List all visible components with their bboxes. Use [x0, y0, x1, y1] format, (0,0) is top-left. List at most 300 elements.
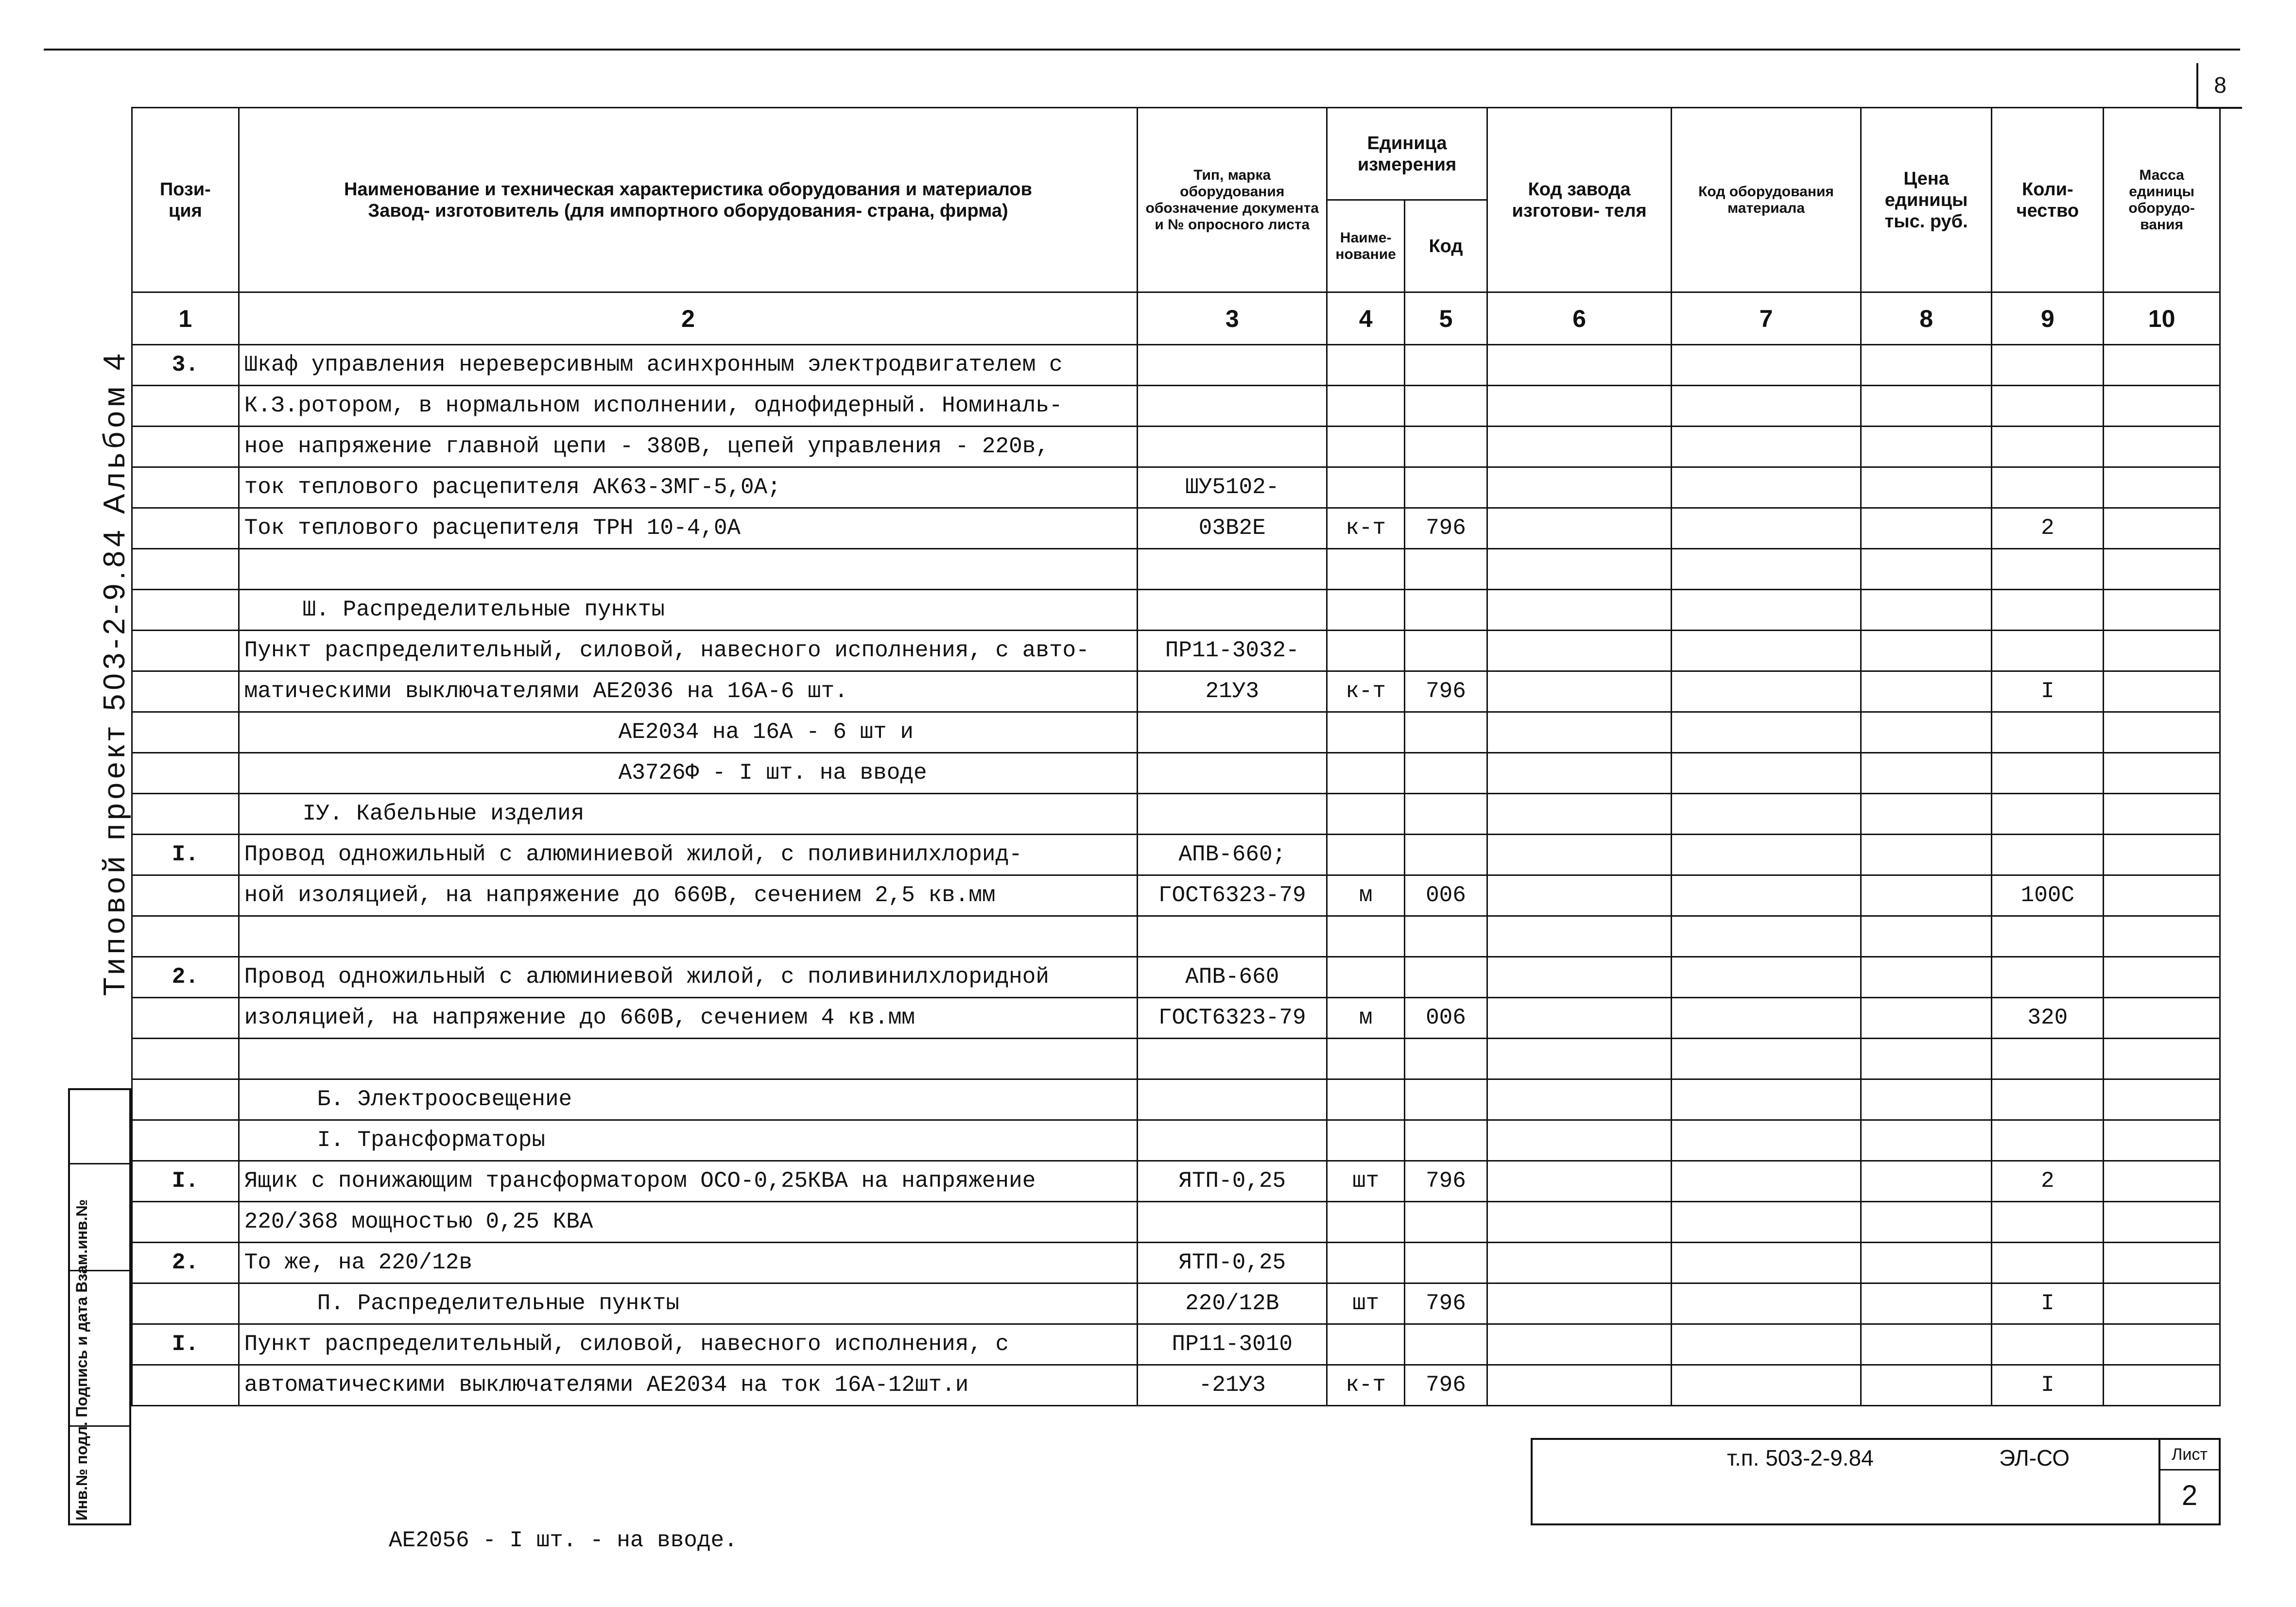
- cell-mass: [2104, 916, 2220, 957]
- cell-price: [1861, 835, 1992, 875]
- table-row: [132, 1120, 2220, 1161]
- section-code: ЭЛ-СО: [1999, 1445, 2070, 1470]
- cell-equipment-code: [1672, 1324, 1861, 1365]
- title-block: [1531, 1438, 2221, 1525]
- cell-price: [1861, 1243, 1992, 1283]
- cell-price: [1861, 631, 1992, 671]
- cell-position: [132, 1039, 239, 1079]
- cell-factory-code: [1487, 916, 1671, 957]
- cell-quantity: I: [1992, 1283, 2104, 1324]
- cell-unit-code: [1405, 916, 1487, 957]
- cell-unit-code: [1405, 753, 1487, 794]
- table-row: [132, 1324, 2220, 1365]
- sheet-label: Лист: [2160, 1440, 2219, 1470]
- table-row: [132, 916, 2220, 957]
- cell-factory-code: [1487, 875, 1671, 916]
- cell-unit-name: шт: [1327, 1283, 1405, 1324]
- cell-description: Б. Электроосвещение: [239, 1079, 1138, 1120]
- col-number: 9: [1992, 292, 2104, 345]
- cell-type: [1138, 427, 1327, 467]
- cell-equipment-code: [1672, 712, 1861, 753]
- cell-position: [132, 794, 239, 835]
- cell-description: автоматическими выключателями АЕ2034 на ток 16А-12шт.и: [239, 1365, 1138, 1406]
- cell-mass: [2104, 835, 2220, 875]
- cell-mass: [2104, 508, 2220, 549]
- table-row: [132, 1039, 2220, 1079]
- cell-quantity: 100С: [1992, 875, 2104, 916]
- cell-factory-code: [1487, 835, 1671, 875]
- cell-description: Шкаф управления нереверсивным асинхронным электродвигателем с: [239, 345, 1138, 386]
- cell-unit-name: [1327, 386, 1405, 427]
- cell-quantity: [1992, 957, 2104, 998]
- cell-price: [1861, 427, 1992, 467]
- cell-position: 3.: [132, 345, 239, 386]
- cell-quantity: 2: [1992, 1161, 2104, 1202]
- cell-equipment-code: [1672, 590, 1861, 631]
- cell-mass: [2104, 549, 2220, 590]
- cell-price: [1861, 957, 1992, 998]
- cell-mass: [2104, 1120, 2220, 1161]
- cell-equipment-code: [1672, 835, 1861, 875]
- column-numbers-row: [132, 292, 2220, 345]
- cell-quantity: [1992, 386, 2104, 427]
- cell-position: [132, 631, 239, 671]
- cell-type: [1138, 1202, 1327, 1243]
- cell-unit-code: [1405, 549, 1487, 590]
- cell-equipment-code: [1672, 1079, 1861, 1120]
- header-price: Цена единицы тыс. руб.: [1861, 108, 1992, 292]
- cell-price: [1861, 386, 1992, 427]
- table-row: [132, 794, 2220, 835]
- cell-factory-code: [1487, 1243, 1671, 1283]
- cell-unit-code: 796: [1405, 508, 1487, 549]
- cell-equipment-code: [1672, 671, 1861, 712]
- cell-unit-code: 796: [1405, 1161, 1487, 1202]
- cell-unit-code: [1405, 386, 1487, 427]
- cell-description: Провод одножильный с алюминиевой жилой, с поливинилхлорид-: [239, 835, 1138, 875]
- cell-quantity: [1992, 753, 2104, 794]
- header-equipment-code: Код оборудования материала: [1672, 108, 1861, 292]
- cell-equipment-code: [1672, 1039, 1861, 1079]
- cell-quantity: [1992, 1039, 2104, 1079]
- cell-factory-code: [1487, 467, 1671, 508]
- cell-unit-code: [1405, 467, 1487, 508]
- cell-quantity: [1992, 345, 2104, 386]
- cell-mass: [2104, 794, 2220, 835]
- cell-quantity: [1992, 794, 2104, 835]
- cell-unit-name: [1327, 1202, 1405, 1243]
- cell-price: [1861, 1324, 1992, 1365]
- cell-price: [1861, 998, 1992, 1039]
- cell-price: [1861, 467, 1992, 508]
- cell-price: [1861, 753, 1992, 794]
- cell-unit-code: [1405, 1324, 1487, 1365]
- table-row: [132, 386, 2220, 427]
- cell-factory-code: [1487, 590, 1671, 631]
- cell-quantity: [1992, 712, 2104, 753]
- cell-description: Провод одножильный с алюминиевой жилой, с поливинилхлоридной: [239, 957, 1138, 998]
- cell-position: [132, 1365, 239, 1406]
- cell-type: [1138, 753, 1327, 794]
- cell-unit-name: [1327, 345, 1405, 386]
- cell-quantity: 320: [1992, 998, 2104, 1039]
- cell-factory-code: [1487, 1039, 1671, 1079]
- cell-price: [1861, 549, 1992, 590]
- cell-description: 220/368 мощностью 0,25 КВА: [239, 1202, 1138, 1243]
- cell-quantity: [1992, 549, 2104, 590]
- page-number: 8: [2196, 63, 2242, 109]
- cell-price: [1861, 345, 1992, 386]
- cell-price: [1861, 671, 1992, 712]
- cell-position: [132, 875, 239, 916]
- cell-type: АПВ-660: [1138, 957, 1327, 998]
- cell-position: [132, 427, 239, 467]
- cell-quantity: I: [1992, 1365, 2104, 1406]
- cell-unit-name: [1327, 631, 1405, 671]
- cell-factory-code: [1487, 794, 1671, 835]
- cell-quantity: [1992, 1243, 2104, 1283]
- table-row: [132, 671, 2220, 712]
- cell-mass: [2104, 1283, 2220, 1324]
- cell-unit-name: шт: [1327, 1161, 1405, 1202]
- table-row: [132, 957, 2220, 998]
- cell-description: П. Распределительные пункты: [239, 1283, 1138, 1324]
- header-quantity: Коли- чество: [1992, 108, 2104, 292]
- cell-description: [239, 549, 1138, 590]
- cell-description: Ток теплового расцепителя ТРН 10-4,0А: [239, 508, 1138, 549]
- cell-factory-code: [1487, 508, 1671, 549]
- header-unit-code: Код: [1405, 200, 1487, 292]
- table-row: [132, 1365, 2220, 1406]
- cell-unit-code: 796: [1405, 671, 1487, 712]
- cell-type: ГОСТ6323-79: [1138, 998, 1327, 1039]
- cell-unit-name: [1327, 427, 1405, 467]
- cell-unit-name: [1327, 467, 1405, 508]
- cell-equipment-code: [1672, 631, 1861, 671]
- cell-factory-code: [1487, 386, 1671, 427]
- cell-unit-name: к-т: [1327, 508, 1405, 549]
- cell-type: ГОСТ6323-79: [1138, 875, 1327, 916]
- cell-unit-code: [1405, 794, 1487, 835]
- cell-price: [1861, 1365, 1992, 1406]
- cell-price: [1861, 1120, 1992, 1161]
- cell-equipment-code: [1672, 427, 1861, 467]
- specification-rows: [132, 345, 2220, 1406]
- cell-factory-code: [1487, 549, 1671, 590]
- cell-equipment-code: [1672, 1120, 1861, 1161]
- cell-factory-code: [1487, 1161, 1671, 1202]
- col-number: 8: [1861, 292, 1992, 345]
- cell-unit-code: [1405, 631, 1487, 671]
- cell-quantity: [1992, 631, 2104, 671]
- cell-price: [1861, 1161, 1992, 1202]
- cell-type: [1138, 916, 1327, 957]
- cell-price: [1861, 875, 1992, 916]
- cell-price: [1861, 1283, 1992, 1324]
- cell-position: [132, 508, 239, 549]
- table-row: [132, 1202, 2220, 1243]
- cell-mass: [2104, 467, 2220, 508]
- col-number: 5: [1405, 292, 1487, 345]
- cell-quantity: [1992, 916, 2104, 957]
- cell-unit-code: [1405, 957, 1487, 998]
- cell-type: [1138, 1079, 1327, 1120]
- cell-equipment-code: [1672, 1161, 1861, 1202]
- cell-mass: [2104, 671, 2220, 712]
- cell-unit-name: [1327, 1079, 1405, 1120]
- cell-unit-code: 796: [1405, 1365, 1487, 1406]
- cell-mass: [2104, 386, 2220, 427]
- cell-mass: [2104, 957, 2220, 998]
- cell-quantity: [1992, 835, 2104, 875]
- table-row: [132, 467, 2220, 508]
- header-unit-name: Наиме- нование: [1327, 200, 1405, 292]
- cell-unit-code: [1405, 345, 1487, 386]
- cell-unit-name: [1327, 916, 1405, 957]
- table-row: [132, 1283, 2220, 1324]
- cell-equipment-code: [1672, 549, 1861, 590]
- cell-position: [132, 753, 239, 794]
- cell-price: [1861, 508, 1992, 549]
- cell-type: [1138, 590, 1327, 631]
- cell-position: 2.: [132, 957, 239, 998]
- cell-factory-code: [1487, 998, 1671, 1039]
- cell-unit-name: м: [1327, 998, 1405, 1039]
- cell-price: [1861, 1202, 1992, 1243]
- cell-factory-code: [1487, 345, 1671, 386]
- cell-position: I.: [132, 1324, 239, 1365]
- cell-factory-code: [1487, 1324, 1671, 1365]
- cell-price: [1861, 794, 1992, 835]
- cell-description: [239, 916, 1138, 957]
- cell-mass: [2104, 1039, 2220, 1079]
- cell-equipment-code: [1672, 386, 1861, 427]
- cell-equipment-code: [1672, 345, 1861, 386]
- cell-description: матическими выключателями АЕ2036 на 16А-6 шт.: [239, 671, 1138, 712]
- cell-description: ной изоляцией, на напряжение до 660В, сечением 2,5 кв.мм: [239, 875, 1138, 916]
- cell-position: [132, 386, 239, 427]
- cell-equipment-code: [1672, 998, 1861, 1039]
- cell-type: [1138, 1120, 1327, 1161]
- cell-type: [1138, 386, 1327, 427]
- cell-unit-code: [1405, 835, 1487, 875]
- header-unit: Единица измерения: [1327, 108, 1487, 200]
- cell-unit-code: [1405, 1202, 1487, 1243]
- cell-factory-code: [1487, 631, 1671, 671]
- cell-unit-name: к-т: [1327, 671, 1405, 712]
- cell-factory-code: [1487, 1079, 1671, 1120]
- cell-unit-code: 006: [1405, 998, 1487, 1039]
- cell-unit-name: м: [1327, 875, 1405, 916]
- cell-quantity: [1992, 1079, 2104, 1120]
- cell-mass: [2104, 1243, 2220, 1283]
- cell-type: [1138, 345, 1327, 386]
- cell-unit-name: [1327, 835, 1405, 875]
- table-row: [132, 998, 2220, 1039]
- col-number: 7: [1672, 292, 1861, 345]
- cell-unit-code: 006: [1405, 875, 1487, 916]
- cell-type: [1138, 794, 1327, 835]
- cell-factory-code: [1487, 427, 1671, 467]
- cell-quantity: [1992, 1202, 2104, 1243]
- header-factory-code: Код завода изготови- теля: [1487, 108, 1671, 292]
- table-row: [132, 1161, 2220, 1202]
- cell-unit-name: [1327, 1243, 1405, 1283]
- cell-position: [132, 1202, 239, 1243]
- sheet-number: 2: [2181, 1480, 2198, 1511]
- cell-quantity: [1992, 1120, 2104, 1161]
- cell-position: [132, 1079, 239, 1120]
- cell-equipment-code: [1672, 957, 1861, 998]
- cell-unit-code: 796: [1405, 1283, 1487, 1324]
- cell-equipment-code: [1672, 794, 1861, 835]
- cell-quantity: [1992, 1324, 2104, 1365]
- col-number: 3: [1138, 292, 1327, 345]
- cell-mass: [2104, 345, 2220, 386]
- cell-unit-name: [1327, 1120, 1405, 1161]
- table-row: [132, 631, 2220, 671]
- cell-type: ПР11-3032-: [1138, 631, 1327, 671]
- cell-price: [1861, 1039, 1992, 1079]
- cell-description: IУ. Кабельные изделия: [239, 794, 1138, 835]
- cell-position: [132, 467, 239, 508]
- cell-unit-code: [1405, 590, 1487, 631]
- table-row: [132, 345, 2220, 386]
- cell-unit-code: [1405, 1039, 1487, 1079]
- col-number: 6: [1487, 292, 1671, 345]
- cell-description: Пункт распределительный, силовой, навесного исполнения, с: [239, 1324, 1138, 1365]
- cell-type: 220/12В: [1138, 1283, 1327, 1324]
- table-row: [132, 549, 2220, 590]
- cell-equipment-code: [1672, 753, 1861, 794]
- col-number: 1: [132, 292, 239, 345]
- cell-mass: [2104, 427, 2220, 467]
- cell-description: Ш. Распределительные пункты: [239, 590, 1138, 631]
- cell-factory-code: [1487, 671, 1671, 712]
- cell-mass: [2104, 875, 2220, 916]
- cell-mass: [2104, 998, 2220, 1039]
- cell-quantity: 2: [1992, 508, 2104, 549]
- cell-mass: [2104, 590, 2220, 631]
- cell-equipment-code: [1672, 1202, 1861, 1243]
- cell-mass: [2104, 1161, 2220, 1202]
- cell-price: [1861, 590, 1992, 631]
- table-row: [132, 875, 2220, 916]
- cell-factory-code: [1487, 957, 1671, 998]
- cell-unit-name: [1327, 1039, 1405, 1079]
- cell-mass: [2104, 1365, 2220, 1406]
- table-row: [132, 1079, 2220, 1120]
- cell-factory-code: [1487, 753, 1671, 794]
- overflow-line: АЕ2056 - I шт. - на вводе.: [389, 1528, 738, 1553]
- cell-unit-name: [1327, 549, 1405, 590]
- cell-type: ПР11-3010: [1138, 1324, 1327, 1365]
- header-mass: Масса единицы оборудо- вания: [2104, 108, 2220, 292]
- cell-equipment-code: [1672, 916, 1861, 957]
- cell-unit-name: [1327, 590, 1405, 631]
- col-number: 10: [2104, 292, 2220, 345]
- cell-description: А3726Ф - I шт. на вводе: [239, 753, 1138, 794]
- specification-table: [131, 107, 2221, 1406]
- cell-position: [132, 916, 239, 957]
- table-row: [132, 1243, 2220, 1283]
- table-row: [132, 508, 2220, 549]
- cell-unit-code: [1405, 712, 1487, 753]
- cell-quantity: [1992, 590, 2104, 631]
- approval-stamp-text: Инв.№ подл. Подпись и дата Взам.инв.№: [73, 1199, 90, 1521]
- cell-mass: [2104, 753, 2220, 794]
- cell-factory-code: [1487, 1365, 1671, 1406]
- table-row: [132, 427, 2220, 467]
- cell-mass: [2104, 1079, 2220, 1120]
- cell-description: Ящик с понижающим трансформатором ОСО-0,25КВА на напряжение: [239, 1161, 1138, 1202]
- cell-description: ток теплового расцепителя АК63-3МГ-5,0А;: [239, 467, 1138, 508]
- cell-type: 03В2Е: [1138, 508, 1327, 549]
- cell-position: [132, 671, 239, 712]
- cell-price: [1861, 916, 1992, 957]
- cell-position: [132, 998, 239, 1039]
- cell-unit-name: [1327, 957, 1405, 998]
- cell-position: I.: [132, 835, 239, 875]
- cell-price: [1861, 712, 1992, 753]
- cell-description: ное напряжение главной цепи - 380В, цепей управления - 220в,: [239, 427, 1138, 467]
- cell-type: [1138, 712, 1327, 753]
- cell-type: [1138, 1039, 1327, 1079]
- col-number: 2: [239, 292, 1138, 345]
- header-position: Пози- ция: [132, 108, 239, 292]
- cell-equipment-code: [1672, 1283, 1861, 1324]
- cell-factory-code: [1487, 712, 1671, 753]
- cell-quantity: [1992, 467, 2104, 508]
- cell-unit-name: [1327, 1324, 1405, 1365]
- table-row: [132, 835, 2220, 875]
- cell-unit-code: [1405, 1120, 1487, 1161]
- cell-unit-code: [1405, 427, 1487, 467]
- cell-type: АПВ-660;: [1138, 835, 1327, 875]
- cell-mass: [2104, 631, 2220, 671]
- cell-description: То же, на 220/12в: [239, 1243, 1138, 1283]
- cell-equipment-code: [1672, 508, 1861, 549]
- cell-mass: [2104, 1324, 2220, 1365]
- header-name: Наименование и техническая характеристика оборудования и материалов Завод- изготовитель (для импортного оборудования- страна, фирма): [239, 108, 1138, 292]
- cell-description: [239, 1039, 1138, 1079]
- cell-description: АЕ2034 на 16А - 6 шт и: [239, 712, 1138, 753]
- cell-mass: [2104, 1202, 2220, 1243]
- cell-type: 21У3: [1138, 671, 1327, 712]
- cell-factory-code: [1487, 1202, 1671, 1243]
- header-type: Тип, марка оборудования обозначение документа и № опросного листа: [1138, 108, 1327, 292]
- cell-position: [132, 590, 239, 631]
- cell-price: [1861, 1079, 1992, 1120]
- cell-quantity: [1992, 427, 2104, 467]
- cell-description: К.З.ротором, в нормальном исполнении, однофидерный. Номиналь-: [239, 386, 1138, 427]
- top-border-line: [44, 49, 2240, 51]
- cell-equipment-code: [1672, 1365, 1861, 1406]
- table-row: [132, 712, 2220, 753]
- side-label: Типовой проект 503-2-9.84 Альбом 4: [98, 349, 131, 996]
- col-number: 4: [1327, 292, 1405, 345]
- cell-mass: [2104, 712, 2220, 753]
- cell-position: [132, 549, 239, 590]
- cell-quantity: I: [1992, 671, 2104, 712]
- cell-unit-code: [1405, 1243, 1487, 1283]
- cell-position: [132, 1120, 239, 1161]
- cell-equipment-code: [1672, 875, 1861, 916]
- table-row: [132, 753, 2220, 794]
- sheet-box: [2158, 1440, 2219, 1525]
- cell-position: [132, 1283, 239, 1324]
- cell-position: [132, 712, 239, 753]
